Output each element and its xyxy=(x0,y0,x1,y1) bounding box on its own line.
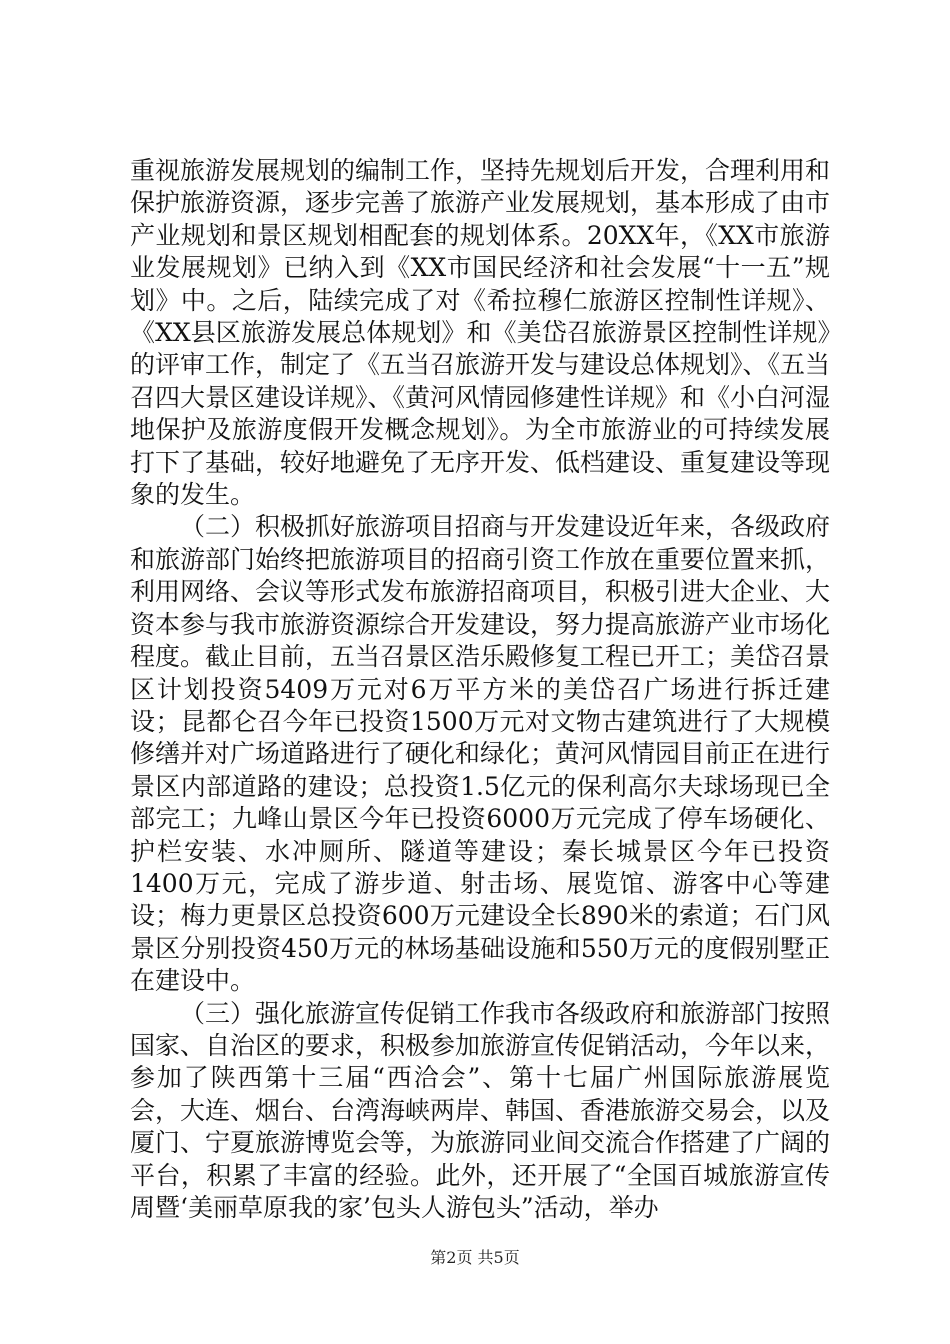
page-footer: 第2页 共5页 xyxy=(430,1248,520,1267)
paragraph-investment: （二）积极抓好旅游项目招商与开发建设近年来，各级政府和旅游部门始终把旅游项目的招商引资工作放在重要位置来抓，利用网络、会议等形式发布旅游招商项目，积极引进大企业、大资本参与我市旅游资源综合开发建设，努力提高旅游产业市场化程度。截止目前，五当召景区浩乐殿修复工程已开工；美岱召景区计划投资5409万元对6万平方米的美岱召广场进行拆迁建设；昆都仑召今年已投资1500万元对文物古建筑进行了大规模修缮并对广场道路进行了硬化和绿化；黄河风情园目前正在进行景区内部道路的建设；总投资1.5亿元的保利高尔夫球场现已全部完工；九峰山景区今年已投资6000万元完成了停车场硬化、护栏安装、水冲厕所、隧道等建设；秦长城景区今年已投资1400万元，完成了游步道、射击场、展览馆、游客中心等建设；梅力更景区总投资600万元建设全长890米的索道；石门风景区分别投资450万元的林场基础设施和550万元的度假别墅正在建设中。 xyxy=(130,512,831,996)
document-body xyxy=(130,155,830,1224)
paragraph-planning: 重视旅游发展规划的编制工作，坚持先规划后开发，合理利用和保护旅游资源，逐步完善了旅游产业发展规划，基本形成了由市产业规划和景区规划相配套的规划体系。20XX年，《XX市旅游业发展规划》已纳入到《XX市国民经济和社会发展“十一五”规划》中。之后，陆续完成了对《希拉穆仁旅游区控制性详规》、《XX县区旅游发展总体规划》和《美岱召旅游景区控制性详规》的评审工作，制定了《五当召旅游开发与建设总体规划》、《五当召四大景区建设详规》、《黄河风情园修建性详规》和《小白河湿地保护及旅游度假开发概念规划》。为全市旅游业的可持续发展打下了基础，较好地避免了无序开发、低档建设、重复建设等现象的发生。 xyxy=(130,156,831,510)
paragraph-promotion: （三）强化旅游宣传促销工作我市各级政府和旅游部门按照国家、自治区的要求，积极参加旅游宣传促销活动，今年以来，参加了陕西第十三届“西洽会”、第十七届广州国际旅游展览会，大连、烟台、台湾海峡两岸、韩国、香港旅游交易会，以及厦门、宁夏旅游博览会等，为旅游同业间交流合作搭建了广阔的平台，积累了丰富的经验。此外，还开展了“全国百城旅游宣传周暨‘美丽草原我的家’包头人游包头”活动，举办 xyxy=(130,998,831,1222)
